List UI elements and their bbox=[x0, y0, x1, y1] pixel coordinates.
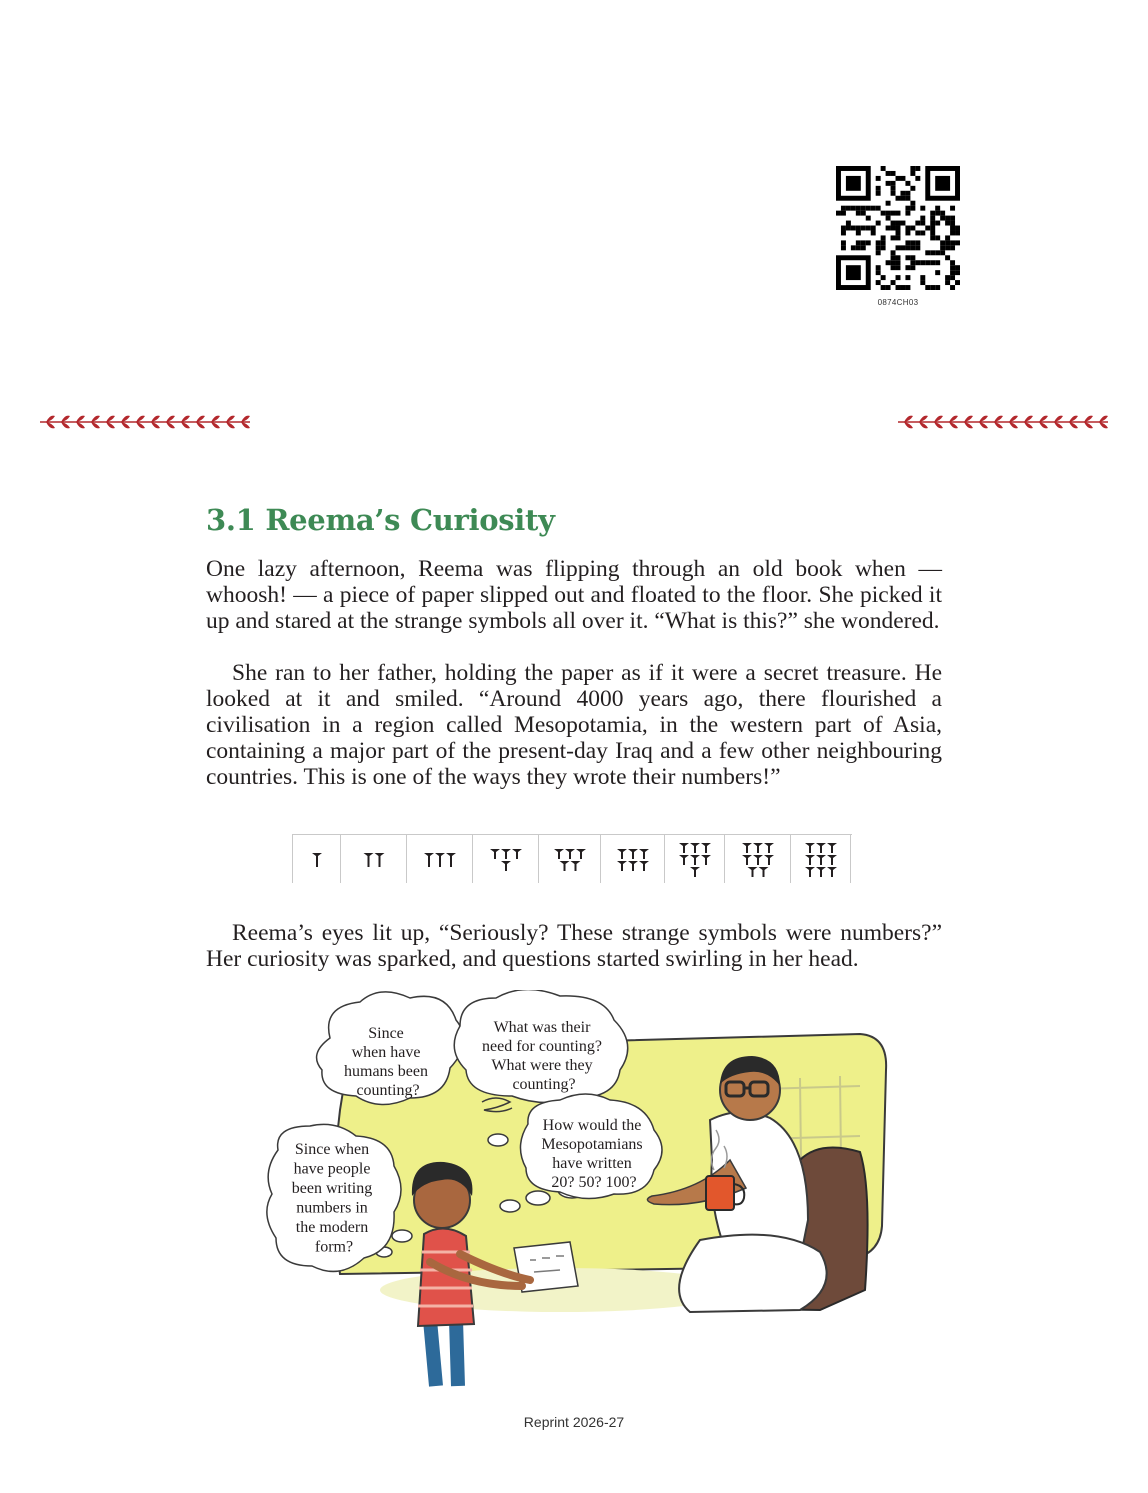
reprint-footer: Reprint 2026-27 bbox=[523, 1414, 625, 1430]
paragraph-curiosity: Reema’s eyes lit up, “Seriously? These strange symbols were numbers?” Her curiosity was sparked, and questions started swirling in her head. bbox=[206, 920, 942, 972]
numeral-cell bbox=[724, 835, 790, 883]
thought-bubble-2 bbox=[454, 990, 627, 1103]
leaf-vine-border-icon bbox=[38, 413, 252, 431]
cuneiform-4-icon bbox=[473, 835, 539, 883]
numeral-cell bbox=[790, 835, 850, 883]
reema-legs bbox=[430, 1320, 458, 1386]
bubble-text: Since when have humans been counting? bbox=[344, 1025, 428, 1099]
numeral-cell bbox=[538, 835, 600, 883]
numeral-cell bbox=[292, 835, 340, 883]
leaf-vine-border-icon bbox=[896, 413, 1110, 431]
cuneiform-1-icon bbox=[293, 835, 341, 883]
father-legs bbox=[679, 1235, 827, 1312]
cuneiform-numerals-table bbox=[292, 834, 852, 883]
reema-father-illustration bbox=[260, 990, 900, 1390]
numeral-cell bbox=[340, 835, 406, 883]
cuneiform-5-icon bbox=[539, 835, 601, 883]
numeral-cell bbox=[472, 835, 538, 883]
table-border bbox=[850, 835, 851, 883]
numeral-cell bbox=[600, 835, 664, 883]
bubble-text: What was their need for counting? What were they counting? bbox=[482, 1019, 602, 1093]
bubble-text: Since when have people been writing numbers in the modern form? bbox=[291, 1141, 373, 1256]
thought-bubble-1 bbox=[317, 992, 464, 1105]
qr-code-label: 0874CH03 bbox=[877, 298, 919, 307]
cuneiform-9-icon bbox=[791, 835, 851, 883]
numeral-cell bbox=[406, 835, 472, 883]
section-title: 3.1 Reema’s Curiosity bbox=[206, 503, 555, 537]
thought-bubble-4 bbox=[267, 1124, 401, 1271]
qr-code-icon[interactable] bbox=[836, 166, 960, 290]
numeral-cell bbox=[664, 835, 724, 883]
cuneiform-8-icon bbox=[725, 835, 791, 883]
paragraph-father: She ran to her father, holding the paper as if it were a secret treasure. He looked at it and smiled. “Around 4000 years ago, there flourished a civilisation in a region called Mesopotamia, in the western part of Asia, containing a major part of the present-day Iraq and a few other neighbouring countries. This is one of the ways they wrote their numbers!” bbox=[206, 660, 942, 790]
bubble-text: How would the Mesopotamians have written 20? 50? 100? bbox=[541, 1117, 643, 1191]
thought-bubble-3 bbox=[520, 1094, 662, 1199]
cuneiform-2-icon bbox=[341, 835, 407, 883]
cuneiform-3-icon bbox=[407, 835, 473, 883]
cuneiform-6-icon bbox=[601, 835, 665, 883]
cuneiform-7-icon bbox=[665, 835, 725, 883]
paragraph-intro: One lazy afternoon, Reema was flipping through an old book when — whoosh! — a piece of paper slipped out and floated to the floor. She picked it up and stared at the strange symbols all over it. “What is this?” she wondered. bbox=[206, 556, 942, 634]
